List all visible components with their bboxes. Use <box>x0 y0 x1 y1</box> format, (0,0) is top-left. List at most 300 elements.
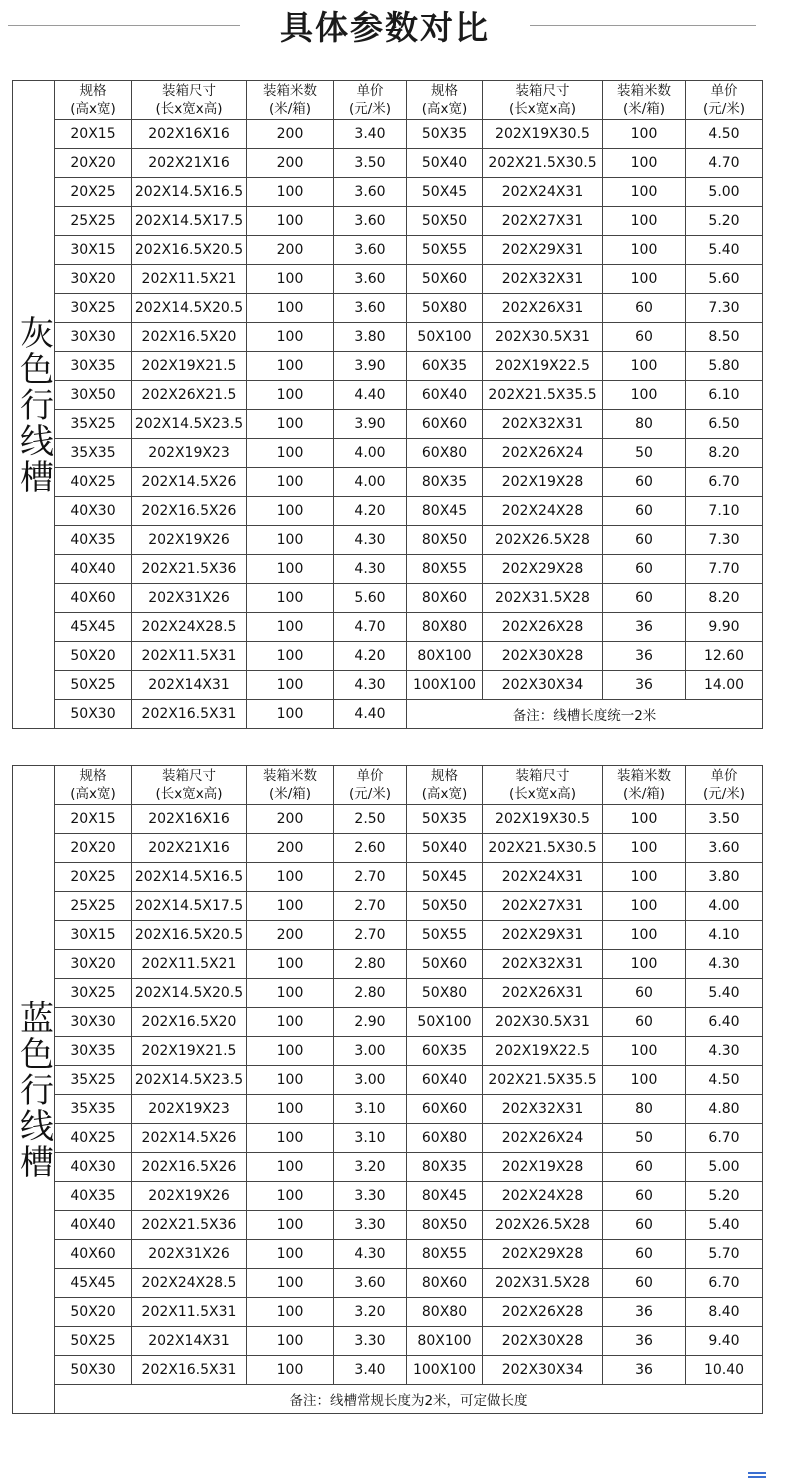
table-cell: 8.50 <box>686 323 763 352</box>
table-row <box>55 979 763 1008</box>
table-row <box>55 1066 763 1095</box>
table-cell: 100 <box>603 921 686 950</box>
table-cell: 80X45 <box>407 1182 483 1211</box>
table-row <box>55 1327 763 1356</box>
table-cell: 5.00 <box>686 1153 763 1182</box>
table-cell: 60X40 <box>407 381 483 410</box>
table-cell: 40X25 <box>55 1124 132 1153</box>
table-cell: 202X24X31 <box>483 863 603 892</box>
table-cell: 202X29X31 <box>483 236 603 265</box>
table-cell: 3.60 <box>334 207 407 236</box>
column-header <box>603 766 686 805</box>
table-cell: 36 <box>603 1298 686 1327</box>
table-cell: 9.90 <box>686 613 763 642</box>
table-cell: 100 <box>603 381 686 410</box>
table-cell: 100 <box>247 1008 334 1037</box>
table-cell: 202X27X31 <box>483 207 603 236</box>
gray-spec-table <box>54 80 763 729</box>
table-row <box>55 921 763 950</box>
table-cell: 100 <box>247 671 334 700</box>
table-cell: 60 <box>603 468 686 497</box>
table-cell: 202X19X21.5 <box>132 352 247 381</box>
table-cell: 30X25 <box>55 294 132 323</box>
table-cell: 3.40 <box>334 1356 407 1385</box>
table-cell: 202X31X26 <box>132 584 247 613</box>
table-cell: 80X60 <box>407 584 483 613</box>
table-cell: 50X40 <box>407 149 483 178</box>
column-header-line: (长x宽x高) <box>155 786 223 802</box>
table-row <box>55 1269 763 1298</box>
table-cell: 5.00 <box>686 178 763 207</box>
table-cell: 202X30X34 <box>483 671 603 700</box>
column-header-line: (米/箱) <box>268 786 312 802</box>
table-cell: 202X21.5X35.5 <box>483 1066 603 1095</box>
table-cell: 35X25 <box>55 1066 132 1095</box>
table-cell: 202X29X31 <box>483 921 603 950</box>
table-cell: 80X80 <box>407 1298 483 1327</box>
column-header-line: (长x宽x高) <box>508 101 576 117</box>
table-cell: 202X26X28 <box>483 613 603 642</box>
table-cell: 4.50 <box>686 1066 763 1095</box>
table-cell: 60 <box>603 294 686 323</box>
table-row <box>55 834 763 863</box>
table-row <box>55 497 763 526</box>
table-cell: 40X25 <box>55 468 132 497</box>
title-divider-left <box>8 25 240 26</box>
table-cell: 2.90 <box>334 1008 407 1037</box>
table-cell: 3.90 <box>334 410 407 439</box>
table-cell: 100 <box>247 352 334 381</box>
table-note: 备注：线槽长度统一2米 <box>407 700 763 729</box>
column-header <box>483 81 603 120</box>
table-cell: 50X60 <box>407 950 483 979</box>
table-cell: 6.70 <box>686 468 763 497</box>
column-header-line: (高x宽) <box>70 786 116 802</box>
column-header-line: (元/米) <box>702 786 746 802</box>
table-cell: 200 <box>247 805 334 834</box>
table-cell: 100 <box>247 1095 334 1124</box>
table-cell: 60 <box>603 497 686 526</box>
table-cell: 80X55 <box>407 555 483 584</box>
table-cell: 6.70 <box>686 1124 763 1153</box>
table-cell: 4.10 <box>686 921 763 950</box>
table-cell: 100 <box>247 863 334 892</box>
table-cell: 50X35 <box>407 120 483 149</box>
table-cell: 7.30 <box>686 526 763 555</box>
table-cell: 50X45 <box>407 178 483 207</box>
table-cell: 202X31.5X28 <box>483 1269 603 1298</box>
table-cell: 25X25 <box>55 207 132 236</box>
table-cell: 100 <box>603 149 686 178</box>
table-header-row <box>55 766 763 805</box>
table-cell: 202X26X24 <box>483 439 603 468</box>
column-header-line: 单价 <box>356 768 384 784</box>
table-cell: 60X35 <box>407 352 483 381</box>
table-cell: 60X60 <box>407 410 483 439</box>
table-cell: 80X35 <box>407 468 483 497</box>
table-cell: 2.70 <box>334 863 407 892</box>
table-cell: 4.70 <box>334 613 407 642</box>
table-row <box>55 381 763 410</box>
table-cell: 100 <box>603 178 686 207</box>
column-header-line: (米/箱) <box>622 101 666 117</box>
table-cell: 30X20 <box>55 950 132 979</box>
table-row <box>55 410 763 439</box>
column-header-line: 单价 <box>710 768 738 784</box>
table-cell: 3.50 <box>686 805 763 834</box>
table-cell: 202X16.5X26 <box>132 1153 247 1182</box>
blue-section-label <box>12 765 54 1414</box>
table-row <box>55 207 763 236</box>
table-cell: 100 <box>247 892 334 921</box>
table-cell: 10.40 <box>686 1356 763 1385</box>
table-cell: 4.20 <box>334 497 407 526</box>
menu-icon[interactable] <box>748 1472 766 1478</box>
column-header-line: 装箱尺寸 <box>515 83 570 99</box>
table-cell: 5.40 <box>686 979 763 1008</box>
table-cell: 50X100 <box>407 323 483 352</box>
table-cell: 20X20 <box>55 834 132 863</box>
table-cell: 100 <box>247 1211 334 1240</box>
table-cell: 5.40 <box>686 236 763 265</box>
table-cell: 80X100 <box>407 1327 483 1356</box>
table-cell: 202X26X28 <box>483 1298 603 1327</box>
table-cell: 202X11.5X31 <box>132 642 247 671</box>
table-cell: 5.40 <box>686 1211 763 1240</box>
table-cell: 202X30.5X31 <box>483 1008 603 1037</box>
table-cell: 60 <box>603 526 686 555</box>
table-cell: 3.20 <box>334 1298 407 1327</box>
table-cell: 202X24X31 <box>483 178 603 207</box>
table-cell: 202X11.5X21 <box>132 950 247 979</box>
table-cell: 2.50 <box>334 805 407 834</box>
table-note-row <box>55 1385 763 1414</box>
table-cell: 202X14.5X26 <box>132 1124 247 1153</box>
table-cell: 100 <box>247 1182 334 1211</box>
table-cell: 4.00 <box>334 468 407 497</box>
column-header-line: 规格 <box>431 768 458 784</box>
table-cell: 202X16X16 <box>132 120 247 149</box>
table-cell: 100 <box>247 265 334 294</box>
table-cell: 200 <box>247 236 334 265</box>
table-cell: 100 <box>247 1153 334 1182</box>
table-cell: 100 <box>603 1066 686 1095</box>
column-header-line: (米/箱) <box>268 101 312 117</box>
table-cell: 202X26X31 <box>483 979 603 1008</box>
table-cell: 202X26X21.5 <box>132 381 247 410</box>
gray-section-label-text: 灰色行线槽 <box>13 314 54 495</box>
table-cell: 30X50 <box>55 381 132 410</box>
table-cell: 202X19X22.5 <box>483 1037 603 1066</box>
table-cell: 202X30X34 <box>483 1356 603 1385</box>
table-cell: 60 <box>603 584 686 613</box>
table-cell: 3.60 <box>334 1269 407 1298</box>
table-cell: 60X40 <box>407 1066 483 1095</box>
table-cell: 100X100 <box>407 1356 483 1385</box>
column-header-line: (长x宽x高) <box>155 101 223 117</box>
table-cell: 60 <box>603 979 686 1008</box>
table-cell: 202X30X28 <box>483 1327 603 1356</box>
table-cell: 40X35 <box>55 1182 132 1211</box>
column-header <box>686 81 763 120</box>
table-cell: 50X20 <box>55 642 132 671</box>
column-header <box>483 766 603 805</box>
column-header-line: 单价 <box>710 83 738 99</box>
table-cell: 80 <box>603 1095 686 1124</box>
table-row <box>55 555 763 584</box>
column-header-line: 规格 <box>79 83 107 99</box>
table-cell: 60X80 <box>407 1124 483 1153</box>
table-cell: 20X20 <box>55 149 132 178</box>
table-cell: 2.70 <box>334 921 407 950</box>
table-cell: 100 <box>603 120 686 149</box>
table-cell: 50X30 <box>55 1356 132 1385</box>
table-cell: 202X21.5X30.5 <box>483 149 603 178</box>
table-cell: 202X29X28 <box>483 555 603 584</box>
column-header-line: 规格 <box>431 83 458 99</box>
table-cell: 60 <box>603 1240 686 1269</box>
table-cell: 100 <box>247 294 334 323</box>
table-cell: 4.30 <box>686 950 763 979</box>
table-cell: 4.50 <box>686 120 763 149</box>
table-cell: 3.10 <box>334 1095 407 1124</box>
table-cell: 4.80 <box>686 1095 763 1124</box>
table-cell: 200 <box>247 834 334 863</box>
table-cell: 80X35 <box>407 1153 483 1182</box>
table-cell: 20X15 <box>55 805 132 834</box>
table-cell: 202X11.5X21 <box>132 265 247 294</box>
table-cell: 45X45 <box>55 613 132 642</box>
table-cell: 202X32X31 <box>483 265 603 294</box>
column-header <box>132 766 247 805</box>
table-cell: 3.60 <box>334 294 407 323</box>
table-cell: 4.30 <box>334 526 407 555</box>
table-cell: 202X19X22.5 <box>483 352 603 381</box>
table-row <box>55 1356 763 1385</box>
table-cell: 14.00 <box>686 671 763 700</box>
table-cell: 100 <box>247 555 334 584</box>
table-cell: 80X45 <box>407 497 483 526</box>
table-cell: 60 <box>603 1269 686 1298</box>
table-cell: 3.30 <box>334 1182 407 1211</box>
table-cell: 8.20 <box>686 584 763 613</box>
table-cell: 2.80 <box>334 979 407 1008</box>
table-cell: 50X25 <box>55 1327 132 1356</box>
table-cell: 30X15 <box>55 921 132 950</box>
table-row <box>55 439 763 468</box>
table-cell: 80X55 <box>407 1240 483 1269</box>
table-cell: 36 <box>603 1327 686 1356</box>
column-header-line: 装箱尺寸 <box>162 83 216 99</box>
table-cell: 5.20 <box>686 207 763 236</box>
table-cell: 100 <box>603 805 686 834</box>
table-cell: 100 <box>247 700 334 729</box>
column-header-line: (元/米) <box>348 786 392 802</box>
table-cell: 202X24X28.5 <box>132 1269 247 1298</box>
table-cell: 50X80 <box>407 294 483 323</box>
table-cell: 40X40 <box>55 1211 132 1240</box>
gray-trunking-section <box>12 80 762 729</box>
table-cell: 30X30 <box>55 323 132 352</box>
table-cell: 202X14.5X17.5 <box>132 207 247 236</box>
table-cell: 60 <box>603 555 686 584</box>
table-cell: 202X26.5X28 <box>483 1211 603 1240</box>
table-cell: 202X16.5X26 <box>132 497 247 526</box>
table-cell: 202X14.5X23.5 <box>132 410 247 439</box>
table-cell: 100 <box>247 468 334 497</box>
table-cell: 202X19X28 <box>483 468 603 497</box>
table-cell: 202X21.5X36 <box>132 555 247 584</box>
column-header <box>603 81 686 120</box>
table-cell: 202X32X31 <box>483 410 603 439</box>
table-cell: 3.60 <box>686 834 763 863</box>
table-cell: 202X30.5X31 <box>483 323 603 352</box>
table-cell: 20X25 <box>55 863 132 892</box>
table-note: 备注：线槽常规长度为2米，可定做长度 <box>55 1385 763 1414</box>
blue-trunking-section <box>12 765 762 1414</box>
table-cell: 100 <box>247 1066 334 1095</box>
column-header <box>55 766 132 805</box>
table-cell: 202X19X21.5 <box>132 1037 247 1066</box>
table-cell: 60X60 <box>407 1095 483 1124</box>
table-cell: 6.70 <box>686 1269 763 1298</box>
table-cell: 4.40 <box>334 381 407 410</box>
table-cell: 202X19X30.5 <box>483 120 603 149</box>
table-cell: 3.50 <box>334 149 407 178</box>
table-row <box>55 294 763 323</box>
column-header-line: 装箱米数 <box>263 768 317 784</box>
column-header-line: (元/米) <box>702 101 746 117</box>
table-cell: 8.20 <box>686 439 763 468</box>
table-row <box>55 468 763 497</box>
column-header <box>132 81 247 120</box>
table-cell: 3.30 <box>334 1327 407 1356</box>
table-cell: 200 <box>247 149 334 178</box>
table-cell: 100 <box>603 863 686 892</box>
blue-spec-table <box>54 765 763 1414</box>
table-row <box>55 178 763 207</box>
table-row <box>55 1008 763 1037</box>
blue-section-label-text: 蓝色行线槽 <box>13 999 54 1180</box>
table-row <box>55 642 763 671</box>
table-row <box>55 236 763 265</box>
table-cell: 50X35 <box>407 805 483 834</box>
table-cell: 50X20 <box>55 1298 132 1327</box>
table-cell: 25X25 <box>55 892 132 921</box>
table-cell: 202X14.5X20.5 <box>132 294 247 323</box>
column-header <box>407 81 483 120</box>
table-cell: 202X16.5X31 <box>132 1356 247 1385</box>
table-cell: 100 <box>603 265 686 294</box>
table-cell: 202X19X28 <box>483 1153 603 1182</box>
table-cell: 202X29X28 <box>483 1240 603 1269</box>
table-cell: 202X24X28 <box>483 497 603 526</box>
table-cell: 60 <box>603 1008 686 1037</box>
table-cell: 36 <box>603 613 686 642</box>
table-cell: 3.60 <box>334 236 407 265</box>
column-header-line: 单价 <box>356 83 384 99</box>
table-cell: 36 <box>603 642 686 671</box>
table-cell: 2.60 <box>334 834 407 863</box>
table-cell: 80X100 <box>407 642 483 671</box>
column-header-line: (高x宽) <box>421 786 468 802</box>
table-cell: 100 <box>247 613 334 642</box>
table-row <box>55 671 763 700</box>
table-row <box>55 526 763 555</box>
table-cell: 202X24X28.5 <box>132 613 247 642</box>
column-header-line: (高x宽) <box>70 101 116 117</box>
table-cell: 7.10 <box>686 497 763 526</box>
table-cell: 4.00 <box>686 892 763 921</box>
column-header <box>334 766 407 805</box>
table-cell: 200 <box>247 921 334 950</box>
table-cell: 4.00 <box>334 439 407 468</box>
column-header <box>686 766 763 805</box>
table-cell: 50X25 <box>55 671 132 700</box>
column-header-line: (元/米) <box>348 101 392 117</box>
table-cell: 50X50 <box>407 207 483 236</box>
table-cell: 100 <box>247 381 334 410</box>
table-cell: 202X30X28 <box>483 642 603 671</box>
column-header-line: 装箱米数 <box>617 768 671 784</box>
table-cell: 202X11.5X31 <box>132 1298 247 1327</box>
table-cell: 3.80 <box>686 863 763 892</box>
table-cell: 202X14.5X23.5 <box>132 1066 247 1095</box>
table-cell: 100 <box>603 236 686 265</box>
table-row <box>55 700 763 729</box>
table-row <box>55 805 763 834</box>
table-cell: 100 <box>247 439 334 468</box>
table-cell: 40X30 <box>55 497 132 526</box>
table-cell: 202X19X26 <box>132 1182 247 1211</box>
column-header-line: 装箱米数 <box>263 83 317 99</box>
table-cell: 36 <box>603 671 686 700</box>
table-cell: 100 <box>247 1240 334 1269</box>
table-cell: 202X16.5X20 <box>132 323 247 352</box>
table-cell: 4.20 <box>334 642 407 671</box>
column-header <box>247 766 334 805</box>
title-bar <box>0 0 790 50</box>
table-cell: 30X35 <box>55 1037 132 1066</box>
table-cell: 60 <box>603 323 686 352</box>
table-cell: 40X60 <box>55 1240 132 1269</box>
table-row <box>55 863 763 892</box>
table-cell: 202X21X16 <box>132 834 247 863</box>
table-cell: 40X30 <box>55 1153 132 1182</box>
table-cell: 4.30 <box>334 1240 407 1269</box>
table-cell: 202X21.5X30.5 <box>483 834 603 863</box>
table-cell: 3.30 <box>334 1211 407 1240</box>
table-cell: 30X15 <box>55 236 132 265</box>
table-cell: 202X14.5X16.5 <box>132 178 247 207</box>
table-cell: 80X50 <box>407 1211 483 1240</box>
table-header-row <box>55 81 763 120</box>
table-cell: 100X100 <box>407 671 483 700</box>
table-cell: 50X30 <box>55 700 132 729</box>
table-cell: 202X32X31 <box>483 1095 603 1124</box>
table-cell: 3.00 <box>334 1066 407 1095</box>
column-header-line: 装箱米数 <box>617 83 671 99</box>
table-cell: 50X55 <box>407 921 483 950</box>
table-row <box>55 1298 763 1327</box>
table-cell: 202X27X31 <box>483 892 603 921</box>
table-cell: 4.70 <box>686 149 763 178</box>
table-cell: 3.80 <box>334 323 407 352</box>
table-cell: 202X31.5X28 <box>483 584 603 613</box>
table-cell: 100 <box>603 950 686 979</box>
table-cell: 50X50 <box>407 892 483 921</box>
table-row <box>55 149 763 178</box>
